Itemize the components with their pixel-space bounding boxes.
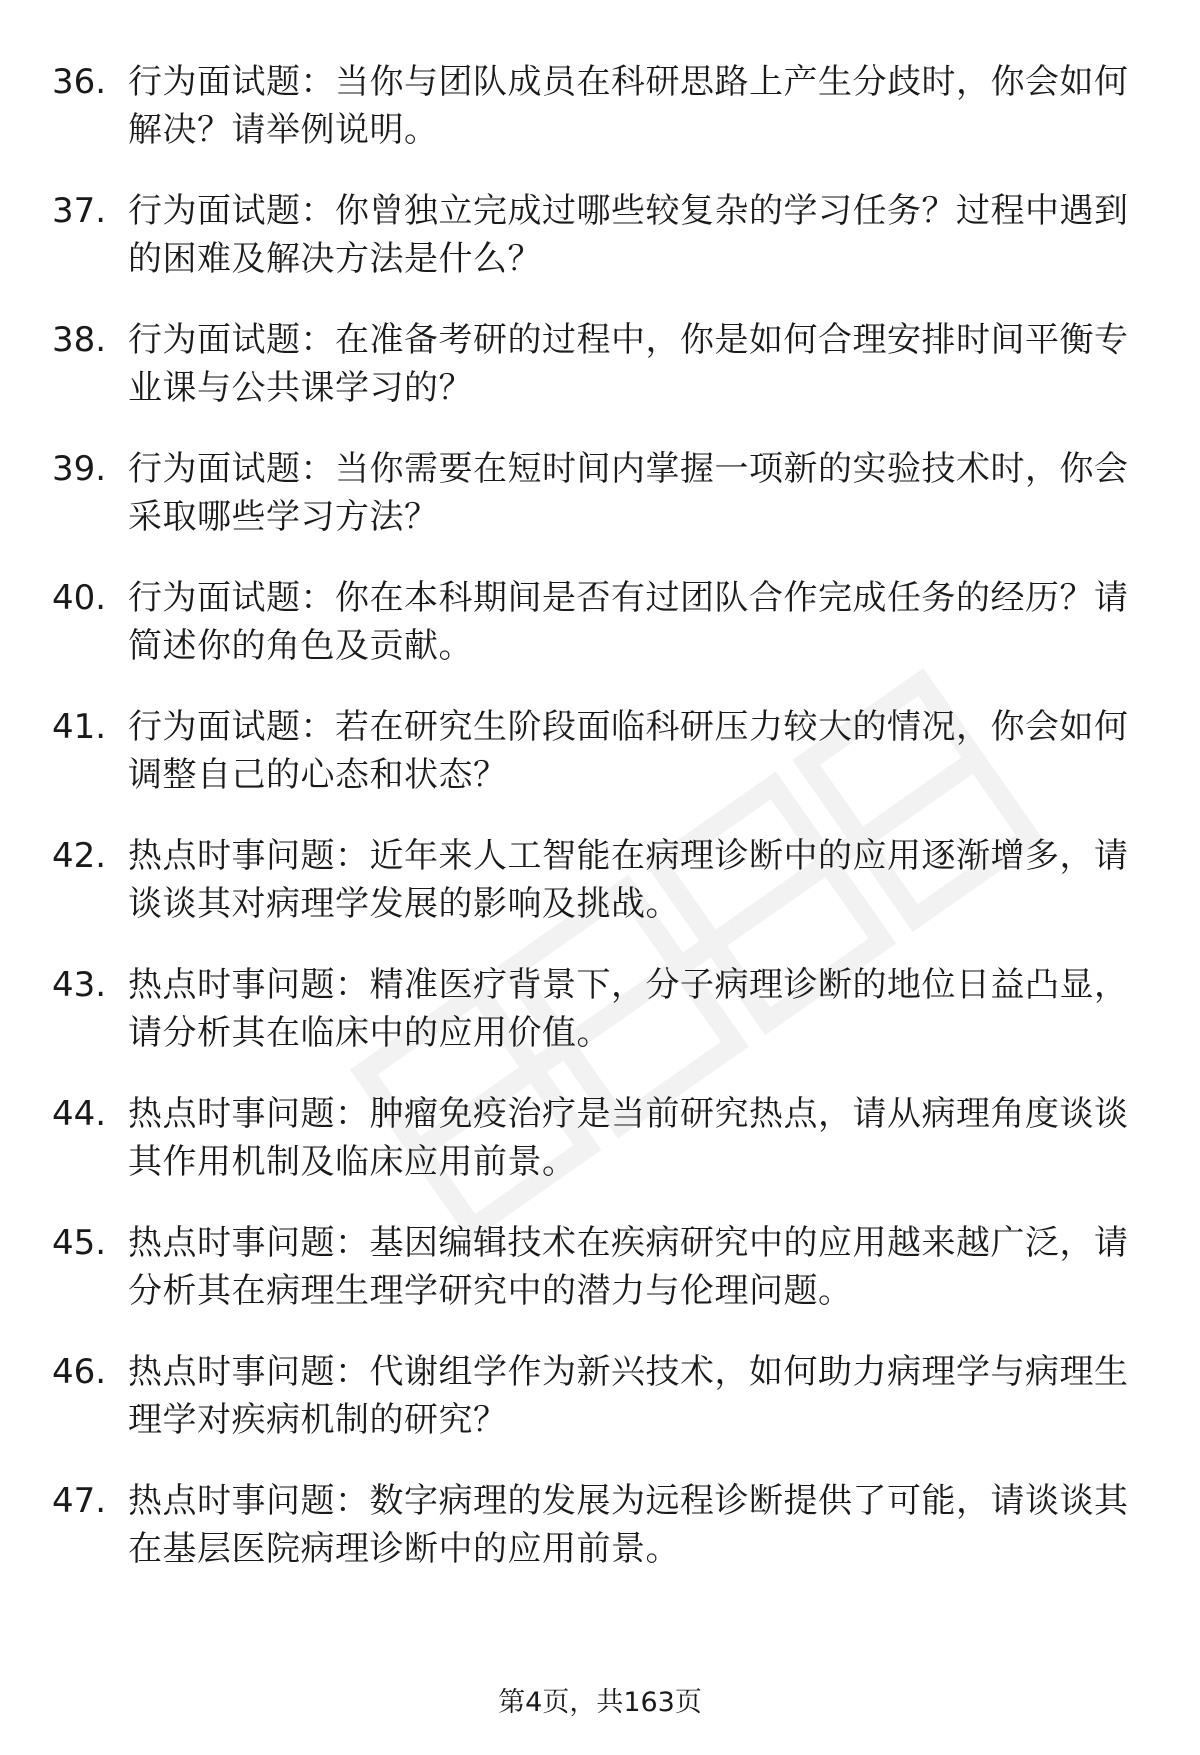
question-text: 行为面试题：在准备考研的过程中，你是如何合理安排时间平衡专业课与公共课学习的？ xyxy=(128,320,1129,408)
question-list xyxy=(52,58,1152,1606)
question-text: 热点时事问题：基因编辑技术在疾病研究中的应用越来越广泛，请分析其在病理生理学研究中的潜力与伦理问题。 xyxy=(128,1223,1129,1311)
question-text: 热点时事问题：肿瘤免疫治疗是当前研究热点，请从病理角度谈谈其作用机制及临床应用前景。 xyxy=(128,1094,1129,1182)
question-number: 41. xyxy=(52,707,107,747)
question-text: 行为面试题：你在本科期间是否有过团队合作完成任务的经历？请简述你的角色及贡献。 xyxy=(128,578,1129,666)
question-number: 40. xyxy=(52,578,107,618)
question-number: 45. xyxy=(52,1223,107,1263)
question-item xyxy=(52,58,1152,154)
question-item xyxy=(52,187,1152,283)
question-item xyxy=(52,574,1152,670)
question-text: 热点时事问题：近年来人工智能在病理诊断中的应用逐渐增多，请谈谈其对病理学发展的影响及挑战。 xyxy=(128,836,1129,924)
question-text: 行为面试题：你曾独立完成过哪些较复杂的学习任务？过程中遇到的困难及解决方法是什么？ xyxy=(128,191,1129,279)
question-number: 36. xyxy=(52,62,107,102)
question-number: 39. xyxy=(52,449,107,489)
question-item xyxy=(52,1219,1152,1315)
question-item xyxy=(52,961,1152,1057)
question-text: 行为面试题：当你需要在短时间内掌握一项新的实验技术时，你会采取哪些学习方法？ xyxy=(128,449,1129,537)
question-number: 42. xyxy=(52,836,107,876)
question-number: 38. xyxy=(52,320,107,360)
question-item xyxy=(52,445,1152,541)
question-text: 热点时事问题：代谢组学作为新兴技术，如何助力病理学与病理生理学对疾病机制的研究？ xyxy=(128,1352,1129,1440)
page-number-footer: 第4页，共163页 xyxy=(498,1687,702,1718)
question-number: 46. xyxy=(52,1352,107,1392)
question-text: 行为面试题：若在研究生阶段面临科研压力较大的情况，你会如何调整自己的心态和状态？ xyxy=(128,707,1129,795)
question-number: 37. xyxy=(52,191,107,231)
question-number: 47. xyxy=(52,1481,107,1521)
question-text: 热点时事问题：精准医疗背景下，分子病理诊断的地位日益凸显，请分析其在临床中的应用价值。 xyxy=(128,965,1129,1053)
question-item xyxy=(52,1348,1152,1444)
question-item xyxy=(52,832,1152,928)
question-number: 43. xyxy=(52,965,107,1005)
question-number: 44. xyxy=(52,1094,107,1134)
question-item xyxy=(52,703,1152,799)
question-item xyxy=(52,1090,1152,1186)
question-text: 行为面试题：当你与团队成员在科研思路上产生分歧时，你会如何解决？请举例说明。 xyxy=(128,62,1129,150)
question-text: 热点时事问题：数字病理的发展为远程诊断提供了可能，请谈谈其在基层医院病理诊断中的应用前景。 xyxy=(128,1481,1129,1569)
question-item xyxy=(52,1477,1152,1573)
question-item xyxy=(52,316,1152,412)
